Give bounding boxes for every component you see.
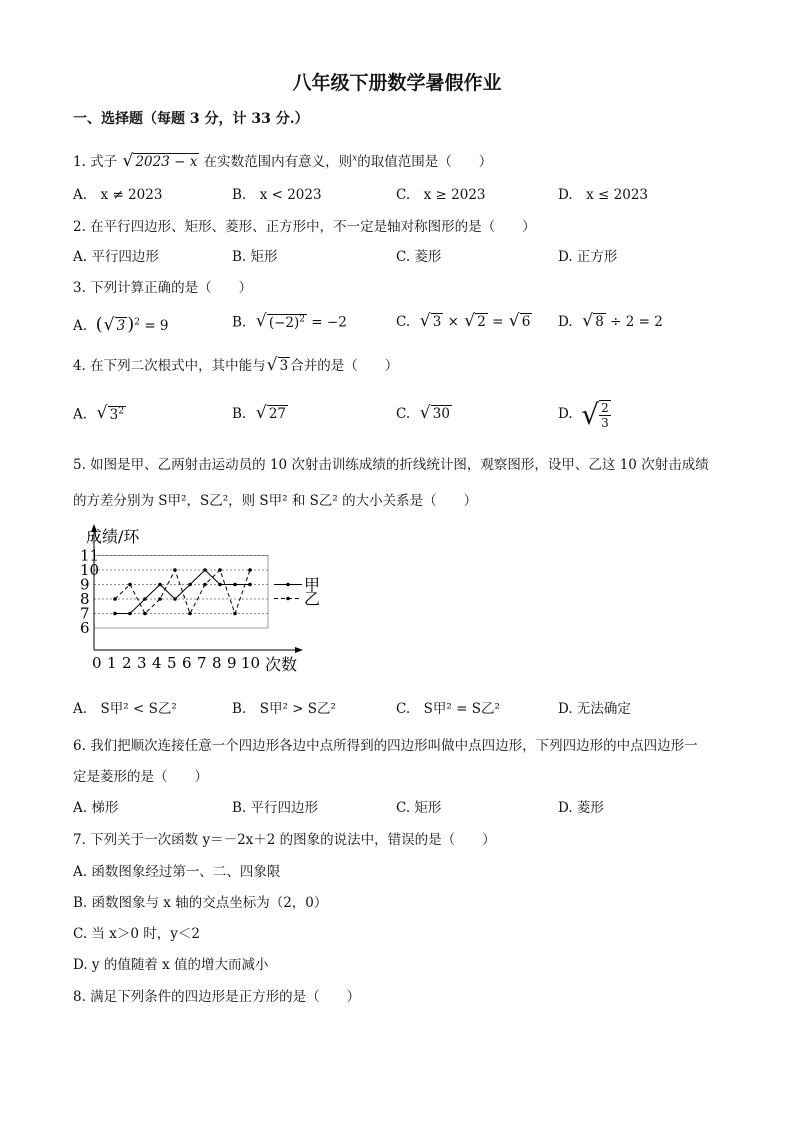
series-point	[248, 583, 252, 587]
q2-option-a[interactable]: A. 平行四边形	[73, 249, 159, 265]
series-point	[203, 583, 207, 587]
q4-option-b[interactable]: B. √ 27	[232, 406, 288, 422]
q2-option-d[interactable]: D. 正方形	[558, 249, 618, 265]
plot-frame	[94, 556, 268, 629]
q3-option-d[interactable]: D. √ 8 ÷ 2 = 2	[558, 314, 663, 330]
x-tick-label: 9	[227, 654, 237, 672]
x-tick-label: 3	[137, 654, 147, 672]
x-tick-label: 7	[197, 654, 207, 672]
q3-option-a[interactable]: A. (√ 3 )$^2$ = 9	[73, 314, 169, 335]
q2-option-c[interactable]: C. 菱形	[396, 249, 442, 265]
x-tick-label: 10	[241, 654, 261, 672]
q1-radical: √ 2023 − x	[123, 154, 199, 170]
y-tick-label: 8	[80, 590, 90, 608]
question-6-line1: 6. 我们把顺次连接任意一个四边形各边中点所得到的四边形叫做中点四边形，下列四边形的中点四边形一	[73, 738, 698, 754]
q6-option-b[interactable]: B. 平行四边形	[232, 800, 319, 816]
q7-option-a[interactable]: A. 函数图象经过第一、二、四象限	[73, 864, 281, 880]
y-tick-label: 11	[80, 546, 100, 565]
y-tick-label: 6	[80, 619, 90, 637]
q5-option-a[interactable]: A. S甲² < S乙²	[73, 701, 177, 717]
q1-text: 在实数范围内有意义，则	[203, 154, 353, 170]
series-point	[248, 568, 252, 572]
q4-option-d[interactable]: D. √ $\frac{2}{3}$	[558, 398, 609, 431]
series-point	[158, 583, 162, 587]
x-tick-label: 0	[92, 654, 102, 672]
question-3: 3. 下列计算正确的是（ ）	[73, 280, 253, 296]
series-point	[113, 597, 117, 601]
q6-option-a[interactable]: A. 梯形	[73, 800, 119, 816]
x-tick-label: 8	[212, 654, 222, 672]
legend-label-1: 甲	[304, 575, 321, 595]
q1-option-b[interactable]: B. x < 2023	[232, 187, 322, 203]
q1-text-end: 的取值范围是（ ）	[357, 154, 493, 170]
question-6-line2: 定是菱形的是（ ）	[73, 769, 208, 785]
q7-option-c[interactable]: C. 当 x＞0 时，y＜2	[73, 926, 200, 942]
series-point	[143, 612, 147, 616]
series-point	[173, 597, 177, 601]
q1-prefix: 1. 式子	[73, 154, 118, 170]
section-heading: 一、选择题（每题 3 分，计 33 分.）	[73, 111, 309, 127]
q1-var: x	[352, 153, 358, 164]
q7-option-b[interactable]: B. 函数图象与 x 轴的交点坐标为（2，0）	[73, 895, 328, 911]
legend-marker	[286, 583, 290, 587]
series-point	[188, 612, 192, 616]
q5-option-d[interactable]: D. 无法确定	[558, 701, 631, 717]
x-tick-label: 5	[167, 654, 177, 672]
series-point	[188, 583, 192, 587]
q2-option-b[interactable]: B. 矩形	[232, 249, 278, 265]
q1-option-c[interactable]: C. x ≥ 2023	[396, 187, 486, 203]
series-point	[158, 597, 162, 601]
q4-option-a[interactable]: A. √ $3^2$	[73, 406, 126, 423]
x-tick-label: 6	[182, 654, 192, 672]
question-5-line2: 的方差分别为 S甲²，S乙²，则 S甲² 和 S乙² 的大小关系是（ ）	[73, 493, 478, 509]
q4-option-c[interactable]: C. √ 30	[396, 406, 452, 422]
shooting-scores-chart	[60, 520, 321, 680]
chart-series	[113, 568, 252, 615]
q3-option-c[interactable]: C. √ 3 × √ 2 = √ 6	[396, 314, 532, 330]
x-tick-label: 4	[152, 654, 162, 672]
legend-marker	[286, 597, 290, 601]
series-point	[203, 568, 207, 572]
q6-option-d[interactable]: D. 菱形	[558, 800, 604, 816]
q1-option-d[interactable]: D. x ≤ 2023	[558, 187, 648, 203]
y-tick-label: 9	[80, 575, 90, 594]
series-point	[218, 583, 222, 587]
question-8: 8. 满足下列条件的四边形是正方形的是（ ）	[73, 989, 361, 1005]
y-tick-label: 7	[80, 604, 90, 623]
q7-option-d[interactable]: D. y 的值随着 x 值的增大而减小	[73, 957, 269, 973]
x-axis-label: 次数	[265, 655, 298, 674]
series-point	[233, 612, 237, 616]
q6-option-c[interactable]: C. 矩形	[396, 800, 442, 816]
series-point	[218, 568, 222, 572]
question-7: 7. 下列关于一次函数 y＝－2x＋2 的图象的说法中，错误的是（ ）	[73, 832, 496, 848]
y-axis-label: 成绩/环	[86, 527, 140, 546]
legend-label-2: 乙	[304, 589, 321, 609]
question-5-line1: 5. 如图是甲、乙两射击运动员的 10 次射击训练成绩的折线统计图，观察图形，设甲、乙这 10 次射击成绩	[73, 457, 709, 473]
question-4: 4. 在下列二次根式中，其中能与√ 3 合并的是（ ）	[73, 354, 398, 374]
series-point	[128, 612, 132, 616]
series-point	[233, 583, 237, 587]
q1-option-a[interactable]: A. x ≠ 2023	[73, 187, 163, 203]
x-tick-label: 2	[122, 654, 132, 672]
series-point	[143, 597, 147, 601]
series-point	[173, 568, 177, 572]
q5-option-b[interactable]: B. S甲² > S乙²	[232, 701, 336, 717]
series-point	[113, 612, 117, 616]
y-tick-label: 10	[80, 561, 100, 579]
page-title: 八年级下册数学暑假作业	[292, 72, 502, 94]
x-axis-arrow	[295, 647, 303, 653]
series-point	[128, 583, 132, 587]
q5-option-c[interactable]: C. S甲² = S乙²	[396, 701, 500, 717]
x-tick-label: 1	[107, 654, 117, 672]
series-line-1	[115, 570, 250, 614]
question-1	[73, 150, 492, 170]
question-2: 2. 在平行四边形、矩形、菱形、正方形中，不一定是轴对称图形的是（ ）	[73, 219, 536, 235]
chart-grid	[94, 556, 268, 629]
chart-legend	[274, 576, 320, 609]
q3-option-b[interactable]: B. √ $(-2)^2 = -2$	[232, 314, 347, 331]
